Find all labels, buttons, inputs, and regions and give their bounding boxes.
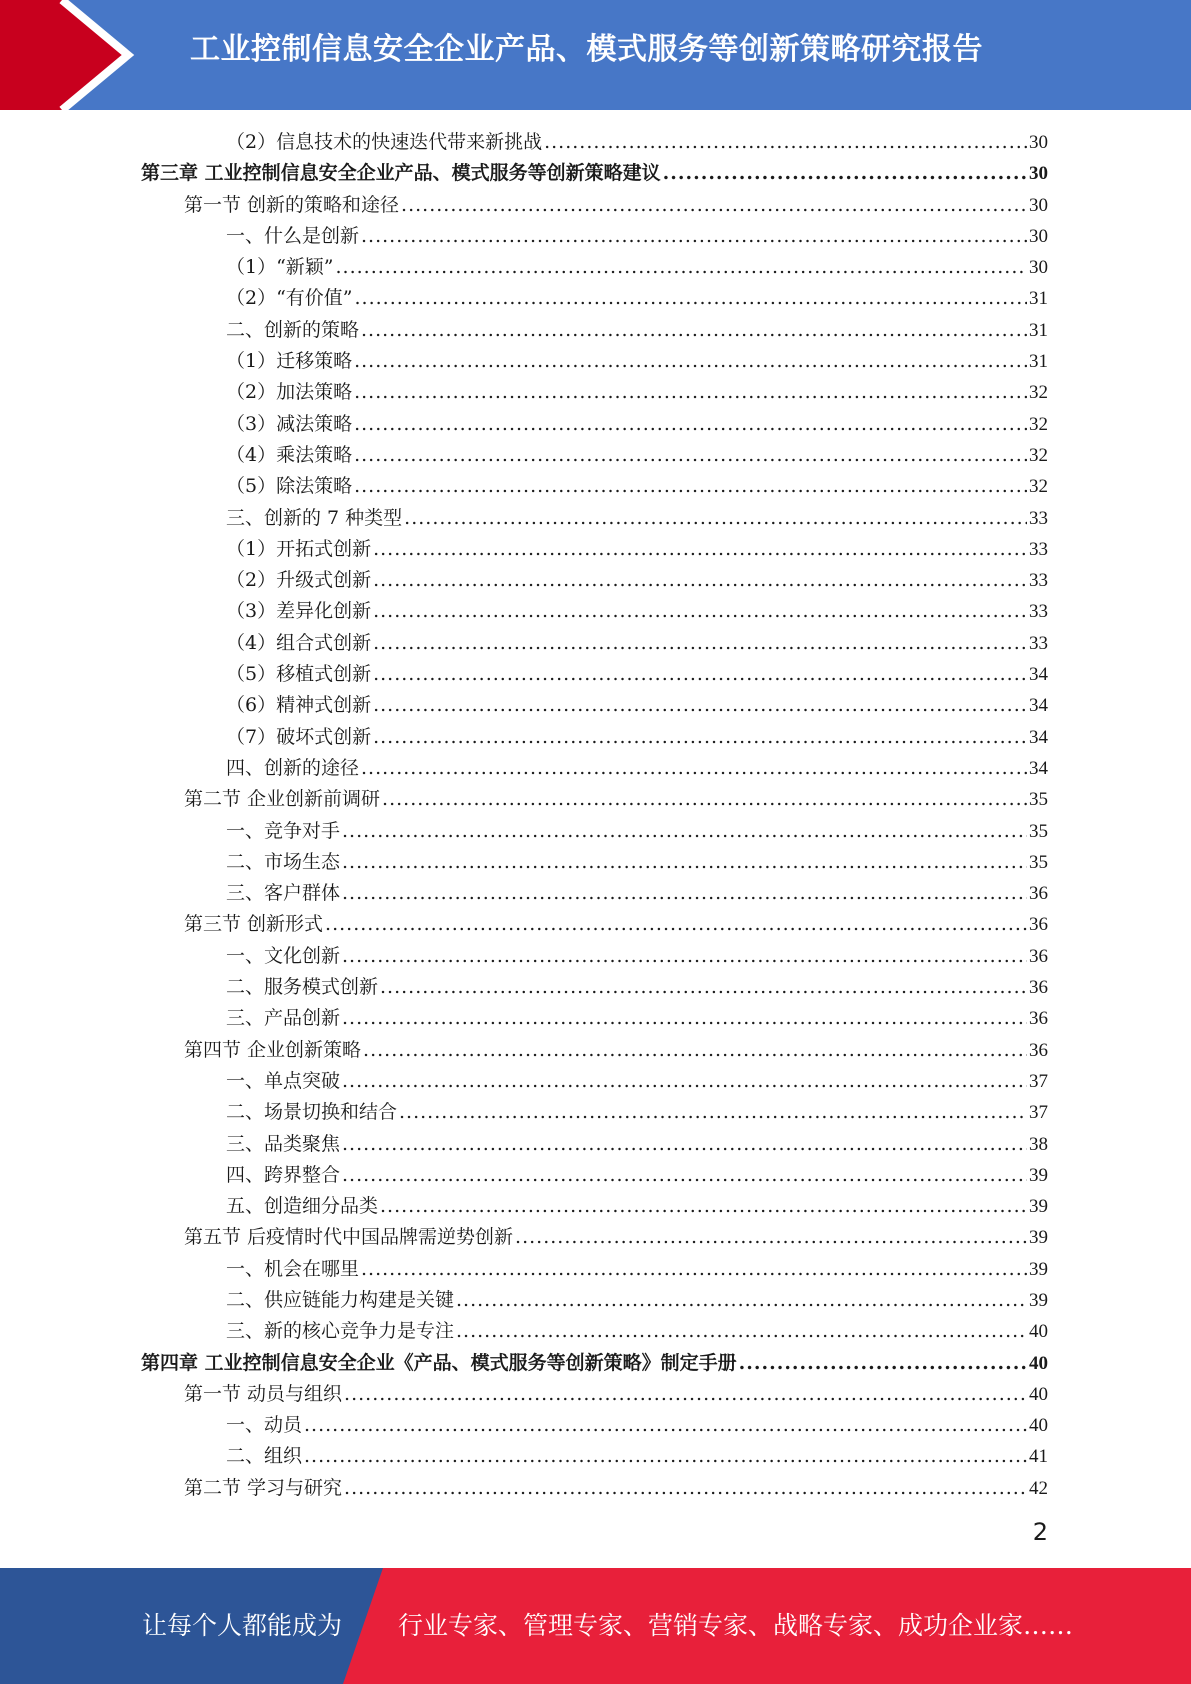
toc-dot-leader bbox=[373, 565, 1027, 596]
toc-subsection-entry[interactable] bbox=[141, 878, 1048, 909]
toc-entry-title: 第一节 创新的策略和途径 bbox=[184, 193, 400, 216]
toc-section-entry[interactable] bbox=[141, 1473, 1048, 1504]
toc-entry-page: 39 bbox=[1029, 1164, 1048, 1186]
toc-dot-leader bbox=[544, 127, 1027, 158]
toc-dot-leader bbox=[401, 190, 1027, 221]
toc-dot-leader bbox=[344, 1473, 1027, 1504]
toc-entry-page: 36 bbox=[1029, 883, 1048, 905]
toc-dot-leader bbox=[380, 1191, 1027, 1222]
toc-entry-title: 第二节 企业创新前调研 bbox=[184, 788, 381, 811]
toc-subsection-entry[interactable] bbox=[141, 471, 1048, 502]
toc-subsection-entry[interactable] bbox=[141, 690, 1048, 721]
toc-subsection-entry[interactable] bbox=[141, 1285, 1048, 1316]
toc-entry-page: 31 bbox=[1029, 288, 1048, 310]
toc-entry-title: 一、动员 bbox=[226, 1414, 303, 1437]
toc-dot-leader bbox=[344, 1379, 1027, 1410]
toc-entry-title: 三、新的核心竞争力是专注 bbox=[226, 1320, 455, 1343]
toc-subsection-entry[interactable] bbox=[141, 1160, 1048, 1191]
toc-subsection-entry[interactable] bbox=[141, 127, 1048, 158]
toc-subsection-entry[interactable] bbox=[141, 596, 1048, 627]
toc-entry-page: 34 bbox=[1029, 664, 1048, 686]
toc-entry-page: 34 bbox=[1029, 695, 1048, 717]
toc-entry-title: 四、创新的途径 bbox=[226, 756, 360, 779]
toc-entry-title: （6）精神式创新 bbox=[226, 694, 372, 717]
toc-entry-title: 一、单点突破 bbox=[226, 1069, 341, 1092]
toc-entry-title: 第三章 工业控制信息安全企业产品、模式服务等创新策略建议 bbox=[141, 162, 661, 185]
toc-dot-leader bbox=[304, 1441, 1027, 1472]
toc-entry-page: 36 bbox=[1029, 1008, 1048, 1030]
toc-subsection-entry[interactable] bbox=[141, 565, 1048, 596]
toc-dot-leader bbox=[354, 409, 1027, 440]
toc-subsection-entry[interactable] bbox=[141, 1191, 1048, 1222]
toc-subsection-entry[interactable] bbox=[141, 409, 1048, 440]
toc-subsection-entry[interactable] bbox=[141, 440, 1048, 471]
toc-entry-title: 四、跨界整合 bbox=[226, 1163, 341, 1186]
toc-subsection-entry[interactable] bbox=[141, 816, 1048, 847]
toc-section-entry[interactable] bbox=[141, 909, 1048, 940]
footer-slogan-roles: 行业专家、管理专家、营销专家、战略专家、成功企业家…… bbox=[398, 1611, 1074, 1640]
toc-dot-leader bbox=[342, 847, 1027, 878]
toc-subsection-entry[interactable] bbox=[141, 1097, 1048, 1128]
toc-chapter-entry[interactable] bbox=[141, 158, 1048, 189]
toc-subsection-entry[interactable] bbox=[141, 753, 1048, 784]
toc-dot-leader bbox=[373, 534, 1027, 565]
toc-entry-title: 二、场景切换和结合 bbox=[226, 1101, 398, 1124]
toc-subsection-entry[interactable] bbox=[141, 1129, 1048, 1160]
header-chevron-graphic bbox=[0, 0, 160, 110]
toc-entry-title: 一、什么是创新 bbox=[226, 224, 360, 247]
toc-entry-page: 40 bbox=[1029, 1383, 1048, 1405]
toc-entry-title: （1）“新颖” bbox=[226, 256, 334, 279]
toc-entry-title: 第一节 动员与组织 bbox=[184, 1382, 343, 1405]
toc-subsection-entry[interactable] bbox=[141, 315, 1048, 346]
toc-entry-page: 33 bbox=[1029, 538, 1048, 560]
toc-entry-page: 37 bbox=[1029, 1102, 1048, 1124]
toc-entry-title: （2）信息技术的快速迭代带来新挑战 bbox=[226, 131, 543, 153]
toc-entry-title: 第五节 后疫情时代中国品牌需逆势创新 bbox=[184, 1226, 514, 1249]
toc-dot-leader bbox=[399, 1097, 1027, 1128]
toc-subsection-entry[interactable] bbox=[141, 377, 1048, 408]
toc-section-entry[interactable] bbox=[141, 190, 1048, 221]
toc-dot-leader bbox=[739, 1348, 1027, 1379]
toc-entry-page: 30 bbox=[1029, 225, 1048, 247]
toc-entry-page: 30 bbox=[1029, 132, 1048, 153]
toc-dot-leader bbox=[354, 471, 1027, 502]
toc-entry-page: 34 bbox=[1029, 726, 1048, 748]
toc-entry-title: （5）移植式创新 bbox=[226, 663, 372, 686]
toc-dot-leader bbox=[515, 1222, 1027, 1253]
toc-subsection-entry[interactable] bbox=[141, 1316, 1048, 1347]
toc-section-entry[interactable] bbox=[141, 1035, 1048, 1066]
toc-entry-page: 32 bbox=[1029, 444, 1048, 466]
toc-subsection-entry[interactable] bbox=[141, 346, 1048, 377]
toc-dot-leader bbox=[373, 628, 1027, 659]
toc-dot-leader bbox=[361, 315, 1027, 346]
toc-entry-page: 39 bbox=[1029, 1227, 1048, 1249]
toc-dot-leader bbox=[382, 784, 1027, 815]
toc-entry-title: 一、机会在哪里 bbox=[226, 1257, 360, 1280]
toc-dot-leader bbox=[336, 252, 1027, 283]
toc-entry-title: （4）组合式创新 bbox=[226, 631, 372, 654]
toc-entry-title: （4）乘法策略 bbox=[226, 443, 353, 466]
toc-entry-page: 33 bbox=[1029, 570, 1048, 592]
toc-dot-leader bbox=[304, 1410, 1027, 1441]
report-title: 工业控制信息安全企业产品、模式服务等创新策略研究报告 bbox=[190, 32, 983, 67]
toc-entry-page: 35 bbox=[1029, 789, 1048, 811]
toc-entry-title: （1）迁移策略 bbox=[226, 350, 353, 373]
toc-dot-leader bbox=[456, 1285, 1027, 1316]
toc-entry-title: （2）升级式创新 bbox=[226, 569, 372, 592]
toc-dot-leader bbox=[456, 1316, 1027, 1347]
toc-subsection-entry[interactable] bbox=[141, 503, 1048, 534]
toc-entry-page: 32 bbox=[1029, 476, 1048, 498]
toc-entry-title: 二、供应链能力构建是关键 bbox=[226, 1288, 455, 1311]
toc-dot-leader bbox=[354, 440, 1027, 471]
toc-dot-leader bbox=[342, 1003, 1027, 1034]
toc-dot-leader bbox=[342, 941, 1027, 972]
toc-subsection-entry[interactable] bbox=[141, 628, 1048, 659]
toc-entry-page: 31 bbox=[1029, 319, 1048, 341]
toc-entry-title: （2）加法策略 bbox=[226, 381, 353, 404]
toc-entry-page: 33 bbox=[1029, 601, 1048, 623]
toc-dot-leader bbox=[342, 1066, 1027, 1097]
page-footer bbox=[0, 1568, 1191, 1684]
toc-entry-page: 36 bbox=[1029, 945, 1048, 967]
toc-entry-page: 34 bbox=[1029, 757, 1048, 779]
toc-dot-leader bbox=[363, 1035, 1027, 1066]
toc-dot-leader bbox=[355, 283, 1027, 314]
toc-entry-page: 41 bbox=[1029, 1446, 1048, 1468]
toc-subsection-entry[interactable] bbox=[141, 722, 1048, 753]
toc-entry-title: 二、市场生态 bbox=[226, 850, 341, 873]
toc-entry-title: 五、创造细分品类 bbox=[226, 1195, 379, 1218]
toc-entry-page: 33 bbox=[1029, 632, 1048, 654]
toc-dot-leader bbox=[342, 1160, 1027, 1191]
toc-entry-page: 36 bbox=[1029, 1039, 1048, 1061]
page-number: 2 bbox=[1032, 1518, 1048, 1546]
toc-subsection-entry[interactable] bbox=[141, 941, 1048, 972]
toc-dot-leader bbox=[342, 1129, 1027, 1160]
toc-dot-leader bbox=[373, 659, 1027, 690]
toc-entry-page: 31 bbox=[1029, 351, 1048, 373]
toc-entry-title: 二、服务模式创新 bbox=[226, 976, 379, 999]
toc-dot-leader bbox=[373, 596, 1027, 627]
toc-dot-leader bbox=[380, 972, 1027, 1003]
toc-entry-page: 39 bbox=[1029, 1289, 1048, 1311]
toc-subsection-entry[interactable] bbox=[141, 1254, 1048, 1285]
toc-subsection-entry[interactable] bbox=[141, 252, 1048, 283]
toc-entry-page: 33 bbox=[1029, 507, 1048, 529]
toc-entry-page: 35 bbox=[1029, 851, 1048, 873]
toc-entry-title: （5）除法策略 bbox=[226, 475, 353, 498]
toc-entry-title: 三、创新的 7 种类型 bbox=[226, 506, 403, 529]
toc-entry-page: 38 bbox=[1029, 1133, 1048, 1155]
toc-entry-title: 一、竞争对手 bbox=[226, 819, 341, 842]
toc-subsection-entry[interactable] bbox=[141, 1441, 1048, 1472]
toc-dot-leader bbox=[663, 158, 1027, 189]
page-header bbox=[0, 0, 1191, 110]
toc-entry-title: 三、客户群体 bbox=[226, 882, 341, 905]
toc-entry-title: 一、文化创新 bbox=[226, 944, 341, 967]
toc-entry-page: 40 bbox=[1029, 1415, 1048, 1437]
toc-entry-title: 第四节 企业创新策略 bbox=[184, 1038, 362, 1061]
footer-slogan-lead: 让每个人都能成为 bbox=[142, 1611, 343, 1640]
toc-subsection-entry[interactable] bbox=[141, 1003, 1048, 1034]
table-of-contents bbox=[141, 127, 1048, 1504]
toc-entry-title: （1）开拓式创新 bbox=[226, 537, 372, 560]
toc-section-entry[interactable] bbox=[141, 784, 1048, 815]
toc-subsection-entry[interactable] bbox=[141, 1066, 1048, 1097]
toc-entry-title: 三、品类聚焦 bbox=[226, 1132, 341, 1155]
toc-entry-title: 第二节 学习与研究 bbox=[184, 1476, 343, 1499]
toc-subsection-entry[interactable] bbox=[141, 221, 1048, 252]
toc-dot-leader bbox=[373, 690, 1027, 721]
toc-entry-title: 二、组织 bbox=[226, 1445, 303, 1468]
toc-dot-leader bbox=[373, 722, 1027, 753]
toc-entry-title: 第三节 创新形式 bbox=[184, 913, 324, 936]
toc-dot-leader bbox=[361, 753, 1027, 784]
toc-entry-title: 二、创新的策略 bbox=[226, 318, 360, 341]
toc-entry-title: 三、产品创新 bbox=[226, 1007, 341, 1030]
toc-entry-page: 39 bbox=[1029, 1196, 1048, 1218]
toc-entry-page: 39 bbox=[1029, 1258, 1048, 1280]
toc-dot-leader bbox=[404, 503, 1027, 534]
toc-dot-leader bbox=[361, 1254, 1027, 1285]
toc-subsection-entry[interactable] bbox=[141, 659, 1048, 690]
toc-section-entry[interactable] bbox=[141, 1222, 1048, 1253]
toc-entry-title: （3）减法策略 bbox=[226, 412, 353, 435]
toc-subsection-entry[interactable] bbox=[141, 972, 1048, 1003]
toc-subsection-entry[interactable] bbox=[141, 847, 1048, 878]
toc-subsection-entry[interactable] bbox=[141, 283, 1048, 314]
toc-section-entry[interactable] bbox=[141, 1379, 1048, 1410]
toc-dot-leader bbox=[325, 909, 1027, 940]
toc-dot-leader bbox=[342, 816, 1027, 847]
toc-entry-title: （3）差异化创新 bbox=[226, 600, 372, 623]
toc-entry-page: 32 bbox=[1029, 413, 1048, 435]
toc-subsection-entry[interactable] bbox=[141, 1410, 1048, 1441]
toc-dot-leader bbox=[342, 878, 1027, 909]
toc-entry-page: 42 bbox=[1029, 1477, 1048, 1499]
toc-entry-page: 36 bbox=[1029, 914, 1048, 936]
toc-dot-leader bbox=[361, 221, 1027, 252]
toc-entry-page: 32 bbox=[1029, 382, 1048, 404]
toc-entry-title: 第四章 工业控制信息安全企业《产品、模式服务等创新策略》制定手册 bbox=[141, 1351, 737, 1374]
toc-entry-page: 30 bbox=[1029, 194, 1048, 216]
toc-entry-page: 36 bbox=[1029, 977, 1048, 999]
toc-entry-page: 40 bbox=[1029, 1352, 1048, 1374]
toc-entry-page: 37 bbox=[1029, 1070, 1048, 1092]
toc-dot-leader bbox=[354, 377, 1027, 408]
toc-entry-page: 35 bbox=[1029, 820, 1048, 842]
toc-subsection-entry[interactable] bbox=[141, 534, 1048, 565]
toc-entry-title: （2）“有价值” bbox=[226, 287, 353, 310]
toc-entry-page: 40 bbox=[1029, 1321, 1048, 1343]
toc-entry-page: 30 bbox=[1029, 257, 1048, 279]
toc-entry-title: （7）破坏式创新 bbox=[226, 725, 372, 748]
toc-dot-leader bbox=[354, 346, 1027, 377]
toc-chapter-entry[interactable] bbox=[141, 1348, 1048, 1379]
toc-entry-page: 30 bbox=[1029, 163, 1048, 185]
